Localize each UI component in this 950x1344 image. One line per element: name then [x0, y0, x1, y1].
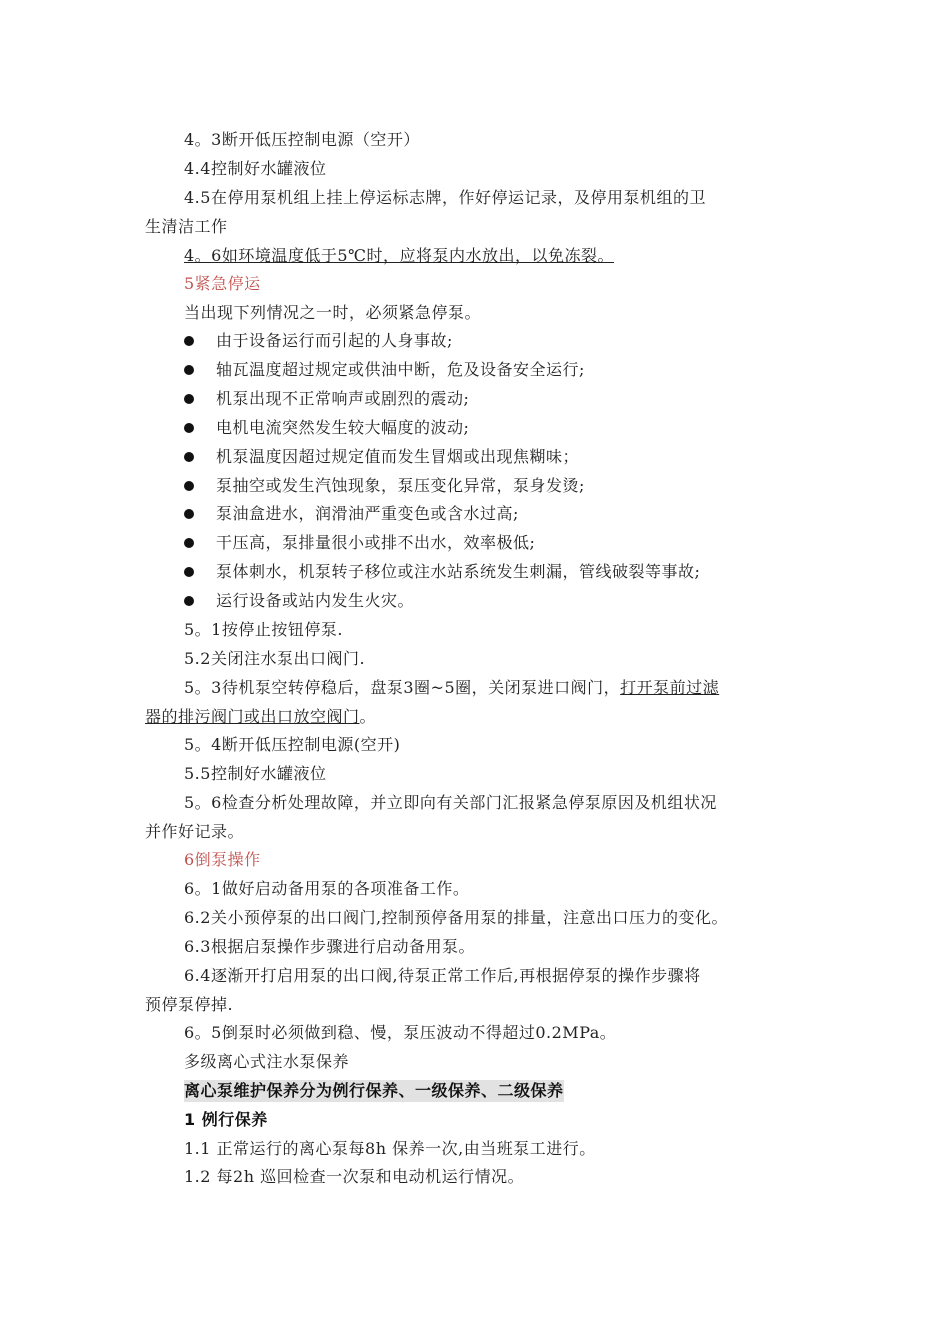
section-heading-5: 5紧急停运: [184, 274, 261, 293]
item-6-3: 6.3根据启泵操作步骤进行启动备用泵。: [184, 937, 475, 956]
bullet-dot-icon: [184, 481, 194, 491]
list-item: 机泵出现不正常响声或剧烈的震动;: [216, 389, 470, 408]
item-5-2: 5.2关闭注水泵出口阀门.: [184, 649, 366, 668]
item-5-3-line2: [145, 706, 376, 728]
highlighted-heading: 离心泵维护保养分为例行保养、一级保养、二级保养: [184, 1081, 564, 1100]
section-5-intro: 当出现下列情况之一时，必须紧急停泵。: [184, 303, 482, 322]
item-6-5: 6。5倒泵时必须做到稳、慢，泵压波动不得超过0.2MPa。: [184, 1023, 617, 1042]
bullet-dot-icon: [184, 336, 194, 346]
section-title: 多级离心式注水泵保养: [184, 1052, 350, 1071]
bullet-dot-icon: [184, 538, 194, 548]
item-5-3-line1: [184, 677, 719, 699]
item-6-4-line1: 6.4逐渐开打启用泵的出口阀,待泵正常工作后,再根据停泵的操作步骤将: [184, 966, 701, 985]
item-5-5: 5.5控制好水罐液位: [184, 764, 327, 783]
item-5-3-underlined-cont: 器的排污阀门或出口放空阀门: [145, 707, 360, 726]
subsection-heading-1: 1 例行保养: [184, 1110, 268, 1129]
item-4-3: 4。3断开低压控制电源（空开）: [184, 130, 420, 149]
bullet-dot-icon: [184, 394, 194, 404]
list-item: 干压高，泵排量很小或排不出水，效率极低;: [216, 533, 536, 552]
item-1-1: 1.1 正常运行的离心泵每8h 保养一次,由当班泵工进行。: [184, 1139, 596, 1158]
list-item: 机泵温度因超过规定值而发生冒烟或出现焦糊味；: [216, 447, 580, 466]
bullet-dot-icon: [184, 596, 194, 606]
bullet-dot-icon: [184, 423, 194, 433]
list-item: 电机电流突然发生较大幅度的波动;: [216, 418, 470, 437]
item-4-5-line2: 生清洁工作: [145, 217, 228, 236]
item-6-2: 6.2关小预停泵的出口阀门,控制预停备用泵的排量，注意出口压力的变化。: [184, 908, 729, 927]
item-6-4-line2: 预停泵停掉.: [145, 995, 234, 1014]
item-4-4: 4.4控制好水罐液位: [184, 159, 327, 178]
item-5-1: 5。1按停止按钮停泵.: [184, 620, 343, 639]
item-5-4: 5。4断开低压控制电源(空开): [184, 735, 401, 754]
item-5-6-line2: 并作好记录。: [145, 822, 245, 841]
section-heading-6: 6倒泵操作: [184, 850, 261, 869]
bullet-dot-icon: [184, 567, 194, 577]
item-5-3-underlined: 打开泵前过滤: [620, 678, 720, 697]
item-4-6: 4。6如环境温度低于5℃时，应将泵内水放出，以免冻裂。: [184, 246, 614, 265]
item-5-3-text: 5。3待机泵空转停稳后，盘泵3圈~5圈，关闭泵进口阀门，: [184, 678, 621, 697]
list-item: 由于设备运行而引起的人身事故;: [216, 331, 453, 350]
list-item: 运行设备或站内发生火灾。: [216, 591, 415, 610]
item-1-2: 1.2 每2h 巡回检查一次泵和电动机运行情况。: [184, 1167, 525, 1186]
list-item: 泵抽空或发生汽蚀现象，泵压变化异常，泵身发烫;: [216, 476, 585, 495]
item-5-3-tail: 。: [359, 707, 377, 726]
item-4-5-line1: 4.5在停用泵机组上挂上停运标志牌，作好停运记录，及停用泵机组的卫: [184, 188, 706, 207]
list-item: 泵油盒进水，润滑油严重变色或含水过高;: [216, 504, 519, 523]
bullet-dot-icon: [184, 509, 194, 519]
bullet-dot-icon: [184, 452, 194, 462]
list-item: 轴瓦温度超过规定或供油中断，危及设备安全运行;: [216, 360, 585, 379]
item-5-6-line1: 5。6检查分析处理故障，并立即向有关部门汇报紧急停泵原因及机组状况: [184, 793, 717, 812]
item-6-1: 6。1做好启动备用泵的各项准备工作。: [184, 879, 470, 898]
bullet-dot-icon: [184, 365, 194, 375]
list-item: 泵体刺水，机泵转子移位或注水站系统发生刺漏，管线破裂等事故;: [216, 562, 701, 581]
